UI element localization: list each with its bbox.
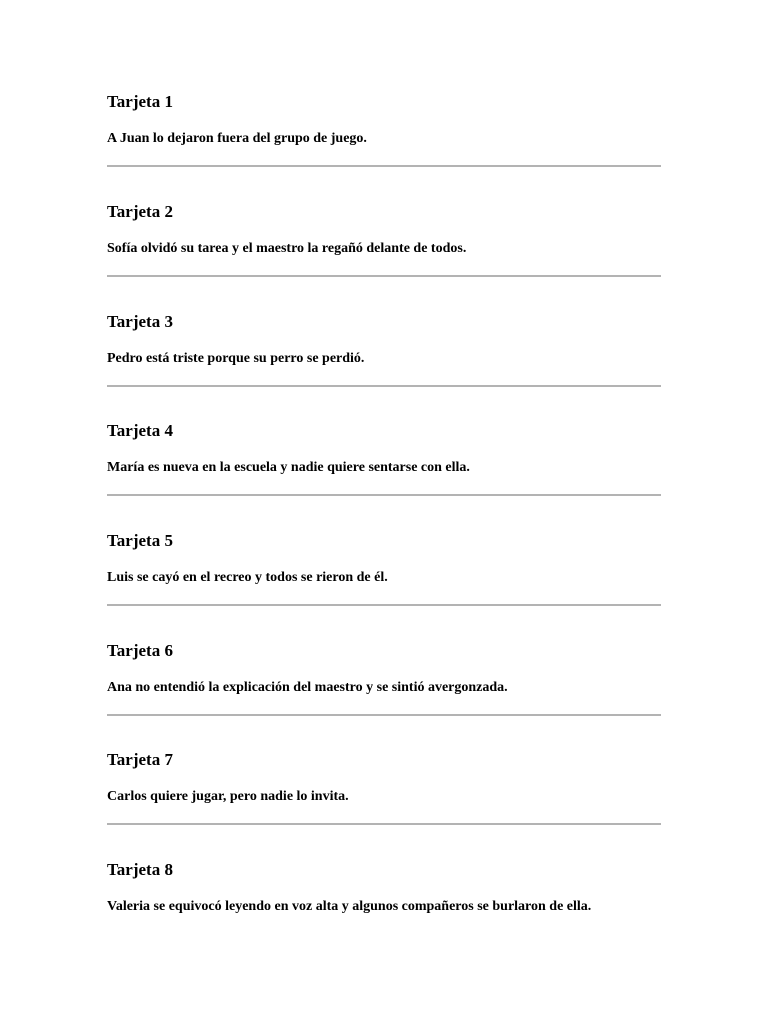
card-title: Tarjeta 4 — [107, 421, 173, 440]
card-text: Ana no entendió la explicación del maestro y se sintió avergonzada. — [107, 680, 508, 695]
card-text: A Juan lo dejaron fuera del grupo de juego. — [107, 131, 367, 146]
card-title: Tarjeta 6 — [107, 641, 173, 660]
card-text: María es nueva en la escuela y nadie quiere sentarse con ella. — [107, 460, 470, 475]
card-title: Tarjeta 5 — [107, 531, 173, 550]
card-4 — [107, 329, 661, 475]
card-text: Carlos quiere jugar, pero nadie lo invita. — [107, 789, 349, 804]
card-5 — [107, 439, 661, 585]
card-text: Sofía olvidó su tarea y el maestro la regañó delante de todos. — [107, 241, 467, 256]
card-title: Tarjeta 2 — [107, 202, 173, 221]
card-8 — [107, 768, 661, 914]
card-title: Tarjeta 7 — [107, 750, 173, 769]
card-2 — [107, 110, 661, 256]
card-1 — [107, 0, 661, 146]
card-title: Tarjeta 3 — [107, 312, 173, 331]
card-text: Luis se cayó en el recreo y todos se rieron de él. — [107, 570, 388, 585]
card-title: Tarjeta 8 — [107, 860, 173, 879]
card-text: Pedro está triste porque su perro se perdió. — [107, 351, 365, 366]
card-7 — [107, 658, 661, 804]
card-text: Valeria se equivocó leyendo en voz alta y algunos compañeros se burlaron de ella. — [107, 899, 592, 914]
card-6 — [107, 549, 661, 695]
card-3 — [107, 220, 661, 366]
card-title: Tarjeta 1 — [107, 92, 173, 111]
